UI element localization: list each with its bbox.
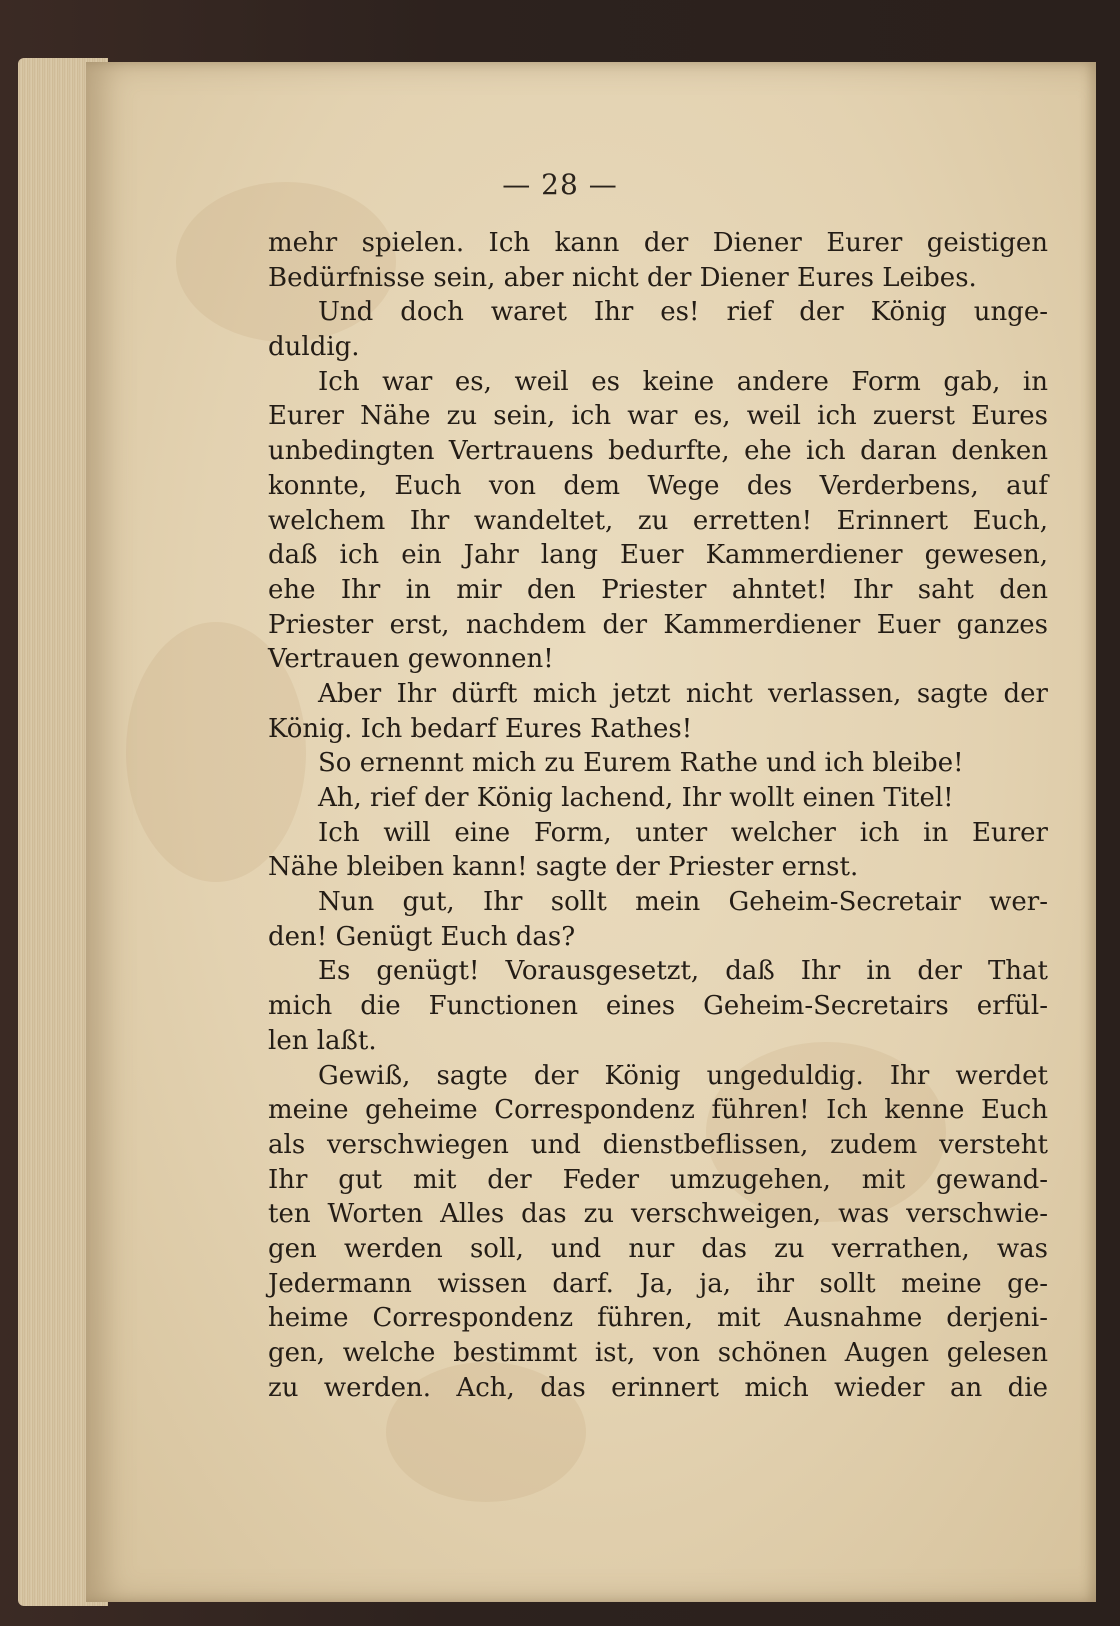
text-line: len laßt. xyxy=(268,1025,377,1056)
text-line: Ich war es, weil es keine andere Form gab, in xyxy=(318,366,1048,397)
text-line: König. Ich bedarf Eures Rathes! xyxy=(268,713,693,744)
text-line: Ich will eine Form, unter welcher ich in Eurer xyxy=(318,817,1048,848)
text-line: Eurer Nähe zu sein, ich war es, weil ich zuerst Eures xyxy=(268,401,1048,432)
text-line: welchem Ihr wandeltet, zu erretten! Erinnert Euch, xyxy=(268,505,1048,536)
text-line: Gewiß, sagte der König ungeduldig. Ihr werdet xyxy=(318,1060,1048,1091)
text-line: Aber Ihr dürft mich jetzt nicht verlassen, sagte der xyxy=(318,678,1048,709)
text-line: Priester erst, nachdem der Kammerdiener Euer ganzes xyxy=(268,609,1048,640)
text-line: ten Worten Alles das zu verschweigen, was verschwie- xyxy=(268,1199,1048,1230)
text-line: heime Correspondenz führen, mit Ausnahme derjeni- xyxy=(268,1303,1048,1334)
text-line: Ihr gut mit der Feder umzugehen, mit gewand- xyxy=(268,1164,1048,1195)
text-line: gen werden soll, und nur das zu verrathen, was xyxy=(268,1233,1048,1264)
page-number: — 28 — xyxy=(502,168,618,201)
text-line: ehe Ihr in mir den Priester ahntet! Ihr saht den xyxy=(268,574,1048,605)
text-line: den! Genügt Euch das? xyxy=(268,921,576,952)
text-line: gen, welche bestimmt ist, von schönen Augen gelesen xyxy=(268,1338,1048,1368)
text-line: So ernennt mich zu Eurem Rathe und ich bleibe! xyxy=(318,748,964,779)
text-line: konnte, Euch von dem Wege des Verderbens, auf xyxy=(268,470,1048,501)
text-line: Ah, rief der König lachend, Ihr wollt einen Titel! xyxy=(318,783,954,813)
text-line: Und doch waret Ihr es! rief der König unge- xyxy=(318,297,1048,328)
text-line: daß ich ein Jahr lang Euer Kammerdiener gewesen, xyxy=(268,540,1048,571)
text-line: meine geheime Correspondenz führen! Ich kenne Euch xyxy=(268,1095,1048,1126)
text-line: duldig. xyxy=(268,332,360,363)
text-line: mich die Functionen eines Geheim-Secretairs erfül- xyxy=(268,991,1048,1022)
body-text xyxy=(268,226,1048,1405)
text-line: Jedermann wissen darf. Ja, ja, ihr sollt meine ge- xyxy=(268,1268,1048,1299)
text-line: Es genügt! Vorausgesetzt, daß Ihr in der That xyxy=(318,956,1048,987)
text-line: Nähe bleiben kann! sagte der Priester ernst. xyxy=(268,852,859,883)
text-line: Nun gut, Ihr sollt mein Geheim-Secretair wer- xyxy=(318,887,1048,918)
text-line: als verschwiegen und dienstbeflissen, zudem versteht xyxy=(268,1129,1048,1160)
text-line: Bedürfnisse sein, aber nicht der Diener Eures Leibes. xyxy=(268,262,977,293)
text-line: Vertrauen gewonnen! xyxy=(268,644,554,675)
text-line: unbedingten Vertrauens bedurfte, ehe ich daran denken xyxy=(268,436,1048,467)
text-line: mehr spielen. Ich kann der Diener Eurer geistigen xyxy=(268,228,1048,258)
text-line: zu werden. Ach, das erinnert mich wieder an die xyxy=(268,1372,1048,1403)
